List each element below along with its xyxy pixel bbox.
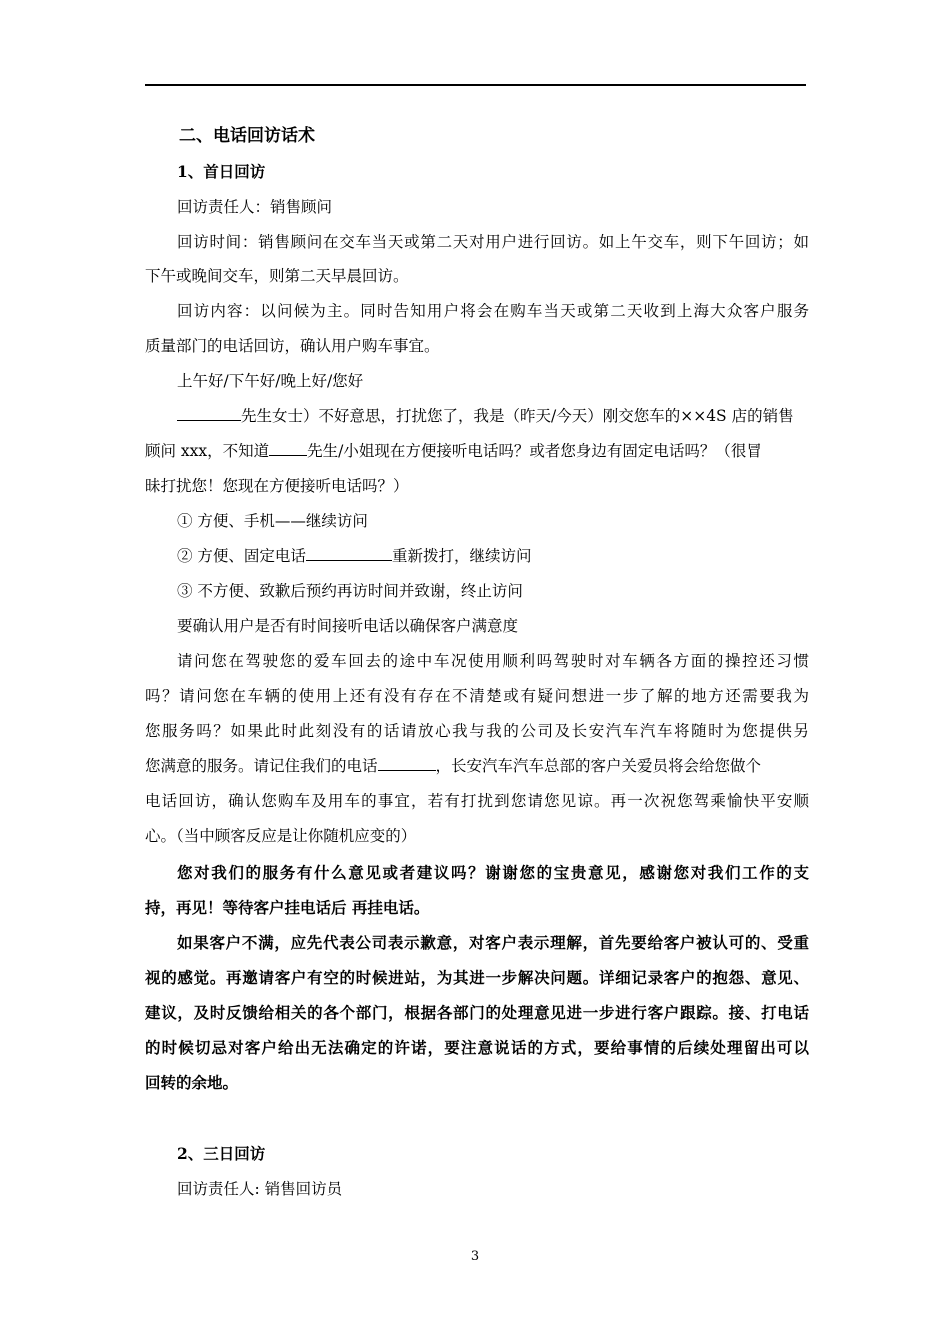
- text-run: 顾问 xxx，不知道: [145, 442, 270, 460]
- text-run: 重新拨打，继续访问: [391, 547, 532, 565]
- bold-paragraph-line: 回转的余地。: [145, 1073, 239, 1092]
- text-run: 先生/小姐现在方便接听电话吗？或者您身边有固定电话吗？（很冒: [307, 442, 762, 460]
- paragraph-line: 下午或晚间交车，则第二天早晨回访。: [145, 267, 409, 285]
- fill-in-blank: [306, 546, 392, 561]
- paragraph-line: 昧打扰您！您现在方便接听电话吗？）: [145, 477, 409, 495]
- paragraph-line: [145, 441, 809, 461]
- paragraph-line: 回访时间：销售顾问在交车当天或第二天对用户进行回访。如上午交车，则下午回访；如: [177, 233, 809, 251]
- option-line: ① 方便、手机——继续访问: [177, 512, 368, 530]
- subsection-heading: 1、首日回访: [177, 162, 266, 181]
- paragraph-line: 回访内容：以问候为主。同时告知用户将会在购车当天或第二天收到上海大众客户服务: [177, 302, 809, 320]
- bold-paragraph-line: 如果客户不满，应先代表公司表示歉意，对客户表示理解，首先要给客户被认可的、受重: [177, 933, 809, 952]
- paragraph-line: [145, 756, 809, 776]
- section-title: 二、电话回访话术: [179, 126, 315, 146]
- paragraph-line: [177, 406, 809, 426]
- paragraph-line: 您服务吗？如果此时此刻没有的话请放心我与我的公司及长安汽车汽车将随时为您提供另: [145, 722, 809, 740]
- paragraph-line: 电话回访，确认您购车及用车的事宜，若有打扰到您请您见谅。再一次祝您驾乘愉快平安顺: [145, 792, 809, 810]
- paragraph-line: 上午好/下午好/晚上好/您好: [177, 372, 364, 390]
- paragraph-line: 吗？请问您在车辆的使用上还有没有存在不清楚或有疑问想进一步了解的地方还需要我为: [145, 687, 809, 705]
- text-run: 您满意的服务。请记住我们的电话: [145, 757, 378, 775]
- paragraph-line: 回访责任人：销售顾问: [177, 198, 333, 216]
- bold-paragraph-line: 的时候切忌对客户给出无法确定的许诺，要注意说话的方式，要给事情的后续处理留出可以: [145, 1038, 809, 1057]
- bold-paragraph-line: 您对我们的服务有什么意见或者建议吗？谢谢您的宝贵意见，感谢您对我们工作的支: [177, 863, 809, 882]
- fill-in-blank: [177, 406, 241, 421]
- subsection-heading: 2、三日回访: [177, 1144, 266, 1163]
- bold-paragraph-line: 持，再见！等待客户挂电话后 再挂电话。: [145, 898, 430, 917]
- paragraph-line: 要确认用户是否有时间接听电话以确保客户满意度: [177, 617, 519, 635]
- option-line: ③ 不方便、致歉后预约再访时间并致谢，终止访问: [177, 582, 523, 600]
- text-run: ，长安汽车汽车总部的客户关爱员将会给您做个: [435, 757, 762, 775]
- text-run: ② 方便、固定电话: [177, 547, 306, 565]
- bold-paragraph-line: 视的感觉。再邀请客户有空的时候进站，为其进一步解决问题。详细记录客户的抱怨、意见、: [145, 968, 809, 987]
- header-rule: [145, 84, 806, 86]
- paragraph-line: 心。（当中顾客反应是让你随机应变的）: [145, 827, 417, 845]
- paragraph-line: 质量部门的电话回访，确认用户购车事宜。: [145, 337, 440, 355]
- paragraph-line: 回访责任人: 销售回访员: [177, 1180, 343, 1198]
- fill-in-blank: [378, 756, 436, 771]
- paragraph-line: 请问您在驾驶您的爱车回去的途中车况使用顺利吗驾驶时对车辆各方面的操控还习惯: [177, 652, 809, 670]
- text-run: 先生女士）不好意思，打扰您了，我是（昨天/今天）刚交您车的××4S 店的销售: [241, 407, 794, 425]
- fill-in-blank: [269, 441, 307, 456]
- bold-paragraph-line: 建议，及时反馈给相关的各个部门，根据各部门的处理意见进一步进行客户跟踪。接、打电话: [145, 1003, 809, 1022]
- option-line: [177, 546, 809, 566]
- page-number: 3: [470, 1249, 480, 1264]
